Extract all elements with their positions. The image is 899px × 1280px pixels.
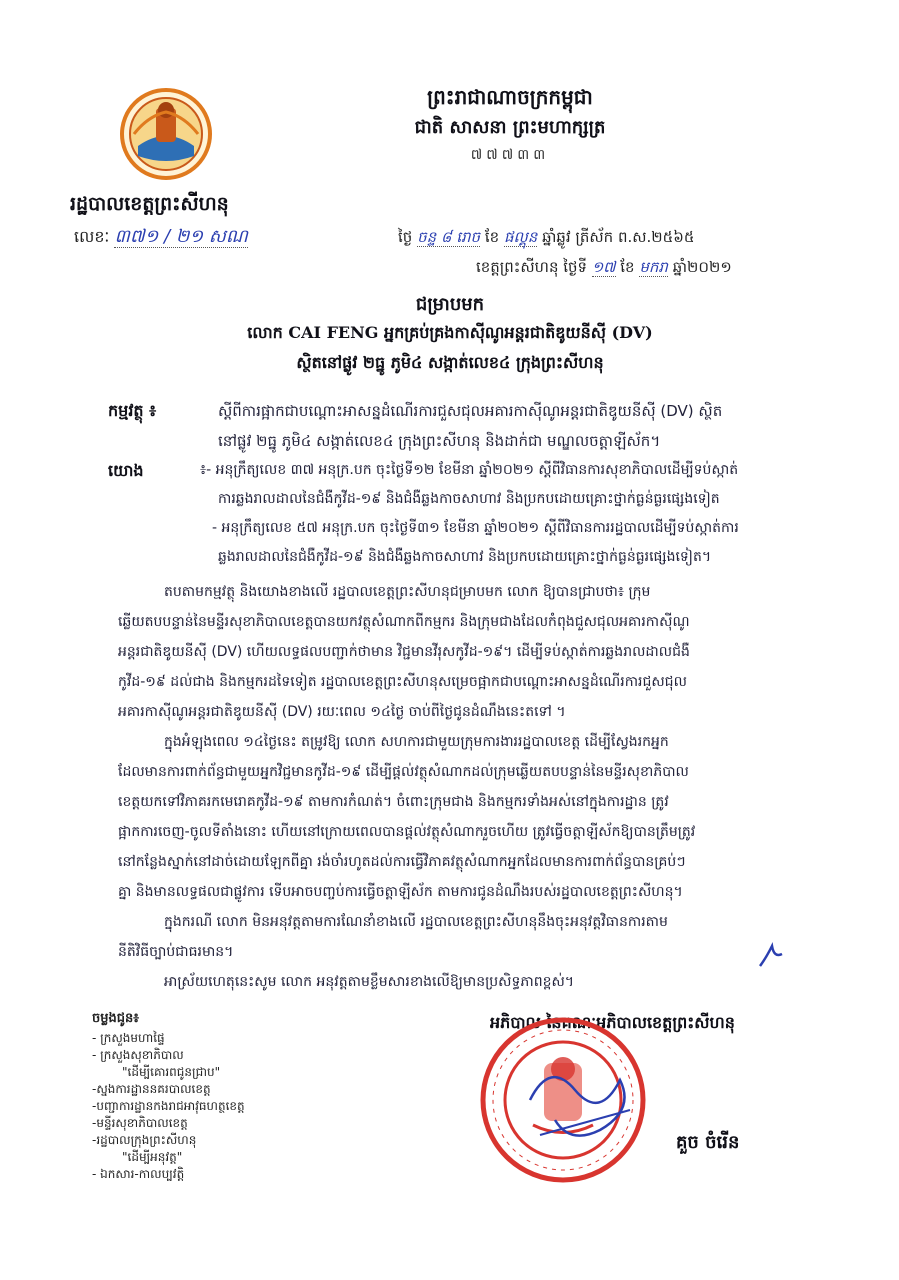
reference-1-line-2: ការឆ្លងរាលដាលនៃជំងឺកូវីដ-១៩ និងជំងឺឆ្លងកាចសាហាវ និងប្រកបដោយគ្រោះថ្នាក់ធ្ងន់ធ្ងរផ្សេងទៀត	[218, 491, 720, 507]
subject-line-1: ស្តីពីការផ្អាកជាបណ្តោះអាសន្នដំណើរការជួសជុលអគារកាស៊ីណូអន្តរជាតិឌូយនីស៊ី (DV) ស្ថិត	[218, 402, 723, 420]
paragraph-1	[118, 577, 838, 727]
national-motto: ជាតិ សាសនា ព្រះមហាក្សត្រ	[414, 117, 606, 138]
lunar-month-fill: ផល្គុន	[503, 228, 538, 246]
reference-2-line-1: - អនុក្រឹត្យលេខ ៥៧ អនុក្រ.បក ចុះថ្ងៃទី៣១ ខែមីនា ឆ្នាំ២០២១ ស្តីពីវិធានការរដ្ឋបាលដើម្បីទប់ស្កាត់ការ	[212, 520, 739, 536]
distribution-item: - ឯកសារ-កាលប្បវត្តិ	[92, 1167, 185, 1181]
paragraph-4: អាស្រ័យហេតុនេះសូម លោក អនុវត្តតាមខ្លឹមសារខាងលើឱ្យមានប្រសិទ្ធភាពខ្ពស់។	[164, 974, 575, 990]
paragraph-3-line: នីតិវិធីច្បាប់ជាធរមាន។	[118, 944, 234, 960]
lunar-year: ឆ្នាំឆ្លូវ ត្រីស័ក ព.ស.២៥៦៥	[542, 228, 695, 246]
paragraph-2-line: គ្នា និងមានលទ្ធផលជាផ្លូវការ ទើបអាចបញ្ចប់ការធ្វើចត្តាឡីស័ក តាមការជូនដំណឹងរបស់រដ្ឋបាលខេត្តព្រះសីហនុ។	[118, 884, 683, 900]
paragraph-3	[118, 907, 838, 967]
handwritten-signature-icon	[520, 1040, 650, 1160]
reference-value: ៣៧១ / ២១ សណ	[114, 226, 248, 247]
solar-date	[476, 258, 732, 280]
solar-date-prefix: ខេត្តព្រះសីហនុ ថ្ងៃទី	[476, 258, 588, 276]
solar-month-label: ខែ	[620, 258, 635, 276]
distribution-heading: ចម្លងជូន៖	[92, 1011, 139, 1026]
subject-text	[218, 396, 828, 456]
distribution-item: - ក្រសួងមហាផ្ទៃ	[92, 1031, 165, 1045]
distribution-item: "ដើម្បីគោរពជូនជ្រាប"	[122, 1065, 221, 1079]
paragraph-1-line: អគារកាស៊ីណូអន្តរជាតិឌូយនីស៊ី (DV) រយៈពេល ១៤ថ្ងៃ ចាប់ពីថ្ងៃជូនដំណឹងនេះតទៅ ។	[118, 704, 566, 720]
distribution-item: "ដើម្បីអនុវត្ត"	[122, 1150, 183, 1164]
recipient-line-1: លោក CAI FENG អ្នកគ្រប់គ្រងកាស៊ីណូអន្តរជាតិឌូយនីស៊ី (DV)	[247, 323, 653, 342]
recipient-line-2: ស្ថិតនៅផ្លូវ ២ធ្នូ ភូមិ៤ សង្កាត់លេខ៤ ក្រុងព្រះសីហនុ	[296, 353, 604, 372]
lunar-month-label: ខែ	[484, 228, 500, 246]
paragraph-2-line: ផ្អាកការចេញ-ចូលទីតាំងនោះ ហើយនៅក្រោយពេលបានផ្តល់វត្ថុសំណាករួចហើយ ត្រូវធ្វើចត្តាឡីស័កឱ្យបានត្រឹមត្រូវ	[118, 824, 696, 840]
signatory-name: គួច ចំរើន	[676, 1132, 740, 1153]
paragraph-3-line: ក្នុងករណី លោក មិនអនុវត្តតាមការណែនាំខាងលើ រដ្ឋបាលខេត្តព្រះសីហនុនឹងចុះអនុវត្តវិធានការតាម	[164, 914, 668, 930]
reference-number	[74, 224, 248, 251]
notify-heading: ជម្រាបមក	[415, 294, 485, 315]
paragraph-1-line: អន្តរជាតិឌូយនីស៊ី (DV) ហើយលទ្ធផលបញ្ជាក់ថាមាន វិជ្ជមានវីរុសកូវីដ-១៩។ ដើម្បីទប់ស្កាត់ការឆ្លងរាលដាលជំងឺ	[118, 644, 690, 660]
lunar-date	[398, 228, 695, 250]
reference-1-line-1: ៖- អនុក្រឹត្យលេខ ៣៧ អនុក្រ.បក ចុះថ្ងៃទី១២ ខែមីនា ឆ្នាំ២០២១ ស្តីពីវិធានការសុខាភិបាលដើម្បីទប់ស្កាត់	[200, 462, 739, 478]
kingdom-title: ព្រះរាជាណាចក្រកម្ពុជា	[427, 85, 593, 109]
subject-line-2: នៅផ្លូវ ២ធ្នូ ភូមិ៤ សង្កាត់លេខ៤ ក្រុងព្រះសីហនុ និងដាក់ជា មណ្ឌលចត្តាឡីស័ក។	[218, 432, 661, 450]
solar-month-fill: មករា	[639, 258, 668, 276]
distribution-item: - ក្រសួងសុខាភិបាល	[92, 1048, 184, 1062]
paragraph-1-line: កូវីដ-១៩ ដល់ជាង និងកម្មករដទៃទៀត រដ្ឋបាលខេត្តព្រះសីហនុសម្រេចផ្អាកជាបណ្តោះអាសន្នដំណើរការជួសជុល	[118, 674, 687, 690]
paragraph-2-line: ក្នុងអំឡុងពេល ១៤ថ្ងៃនេះ តម្រូវឱ្យ លោក សហការជាមួយក្រុមការងាររដ្ឋបាលខេត្ត ដើម្បីស្វែងរកអ្នក	[164, 734, 669, 750]
solar-day-fill: ១៧	[591, 258, 616, 276]
subject-label: កម្មវត្ថុ ៖	[108, 401, 157, 420]
reference-2-line-2: ឆ្លងរាលដាលនៃជំងឺកូវីដ-១៩ និងជំងឺឆ្លងកាចសាហាវ និងប្រកបដោយគ្រោះថ្នាក់ធ្ងន់ធ្ងរផ្សេងទៀត។	[218, 549, 712, 565]
initial-mark-icon	[756, 940, 786, 970]
paragraph-2-line: ខេត្តយកទៅវិភាគរកមេរោគកូវីដ-១៩ តាមការកំណត់។ ចំពោះក្រុមជាង និងកម្មករទាំងអស់នៅក្នុងការដ្ឋាន ត្រូវ	[118, 794, 669, 810]
distribution-item: -បញ្ជាការដ្ឋានកងរាជអាវុធហត្ថខេត្ត	[92, 1099, 245, 1113]
distribution-item: -ស្នងការដ្ឋាននគរបាលខេត្ត	[92, 1082, 211, 1096]
paragraph-2-line: ដែលមានការពាក់ព័ន្ធជាមួយអ្នកវិជ្ជមានកូវីដ-១៩ ដើម្បីផ្តល់វត្ថុសំណាកដល់ក្រុមឆ្លើយតបបន្ទាន់នៃមន្ទីរសុខាភិបាល	[118, 764, 689, 780]
distribution-item: -រដ្ឋបាលក្រុងព្រះសីហនុ	[92, 1133, 197, 1147]
paragraph-2-line: នៅកន្លែងស្នាក់នៅដាច់ដោយឡែកពីគ្នា រង់ចាំរហូតដល់ការធ្វើវិភាគវត្ថុសំណាកអ្នកដែលមានការពាក់ព័ន្ធបានគ្រប់ៗ	[118, 854, 686, 870]
solar-year: ឆ្នាំ២០២១	[672, 258, 732, 276]
paragraph-1-line: តបតាមកម្មវត្ថុ និងយោងខាងលើ រដ្ឋបាលខេត្តព្រះសីហនុជម្រាបមក លោក ឱ្យបានជ្រាបថា៖ ក្រុម	[164, 584, 651, 600]
paragraph-2	[118, 727, 838, 907]
provincial-emblem	[118, 86, 214, 182]
ornament-divider: ៧៧៧៣៣	[470, 147, 550, 163]
signatory-title: អភិបាល នៃគណៈអភិបាលខេត្តព្រះសីហនុ	[490, 1013, 735, 1032]
lunar-day-fill: ចន្ទ ៨ រោច	[417, 228, 481, 246]
reference-label: លេខៈ	[74, 227, 110, 246]
paragraph-1-line: ឆ្លើយតបបន្ទាន់នៃមន្ទីរសុខាភិបាលខេត្តបានយកវត្ថុសំណាកពីកម្មករ និងក្រុមជាងដែលកំពុងជួសជុលអគារកាស៊ីណូ	[118, 614, 690, 630]
lunar-date-prefix: ថ្ងៃ	[398, 228, 413, 246]
issuing-authority: រដ្ឋបាលខេត្តព្រះសីហនុ	[70, 193, 229, 215]
distribution-item: -មន្ទីរសុខាភិបាលខេត្ត	[92, 1116, 188, 1130]
reference-label-heading: យោង	[108, 461, 144, 480]
references-block	[200, 456, 840, 572]
